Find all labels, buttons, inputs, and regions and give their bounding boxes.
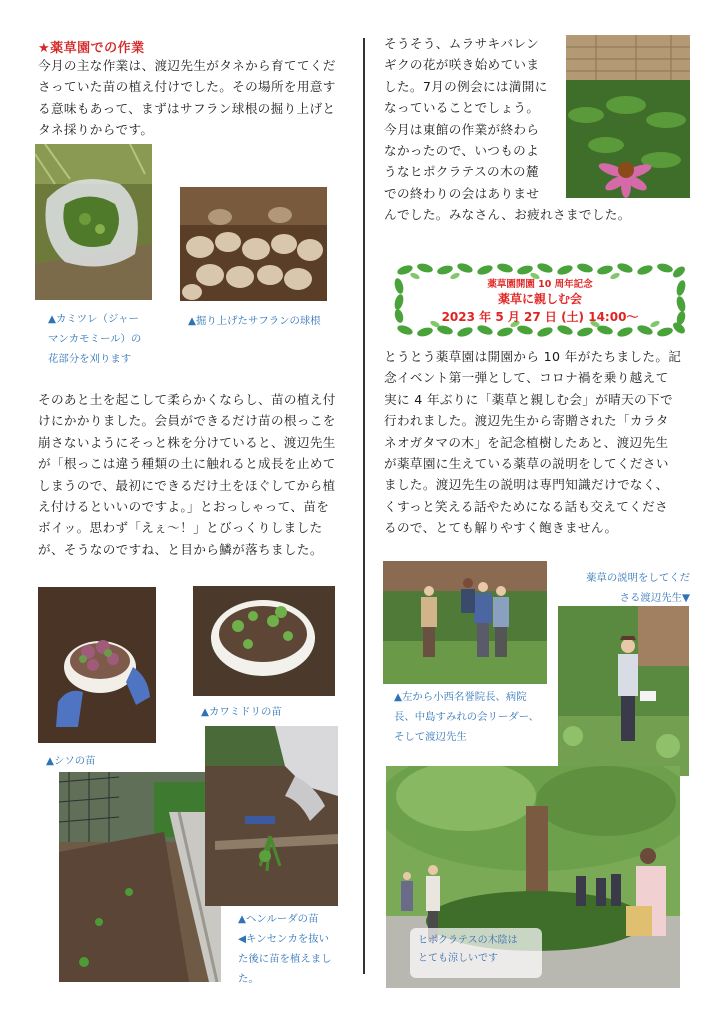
text-line: 今月の主な作業は、渡辺先生がタネから育ててくだ [38,58,336,73]
text-line: さっていた苗の植え付けでした。その場所を用意す [38,79,336,95]
caption-line: ▲カミツレ（ジャー [48,313,139,325]
banner-date: 2023 年 5 月 27 日 (土) 14:00〜 [441,310,639,324]
caption-line: さる渡辺先生▼ [619,592,690,604]
chamomile-photo [35,144,152,300]
text-line: 崩さないようにそっと株を分けていると、渡辺先生 [38,434,336,450]
kawamidori-caption: ▲カワミドリの苗 [201,706,282,718]
explanation-caption [566,568,690,608]
text-line: 今月は東館の作業が終わら [384,121,540,137]
text-line: 行われました。渡辺先生から寄贈された「カラタ [384,413,669,429]
kawamidori-seedlings-photo [193,586,335,696]
tree-caption [410,928,542,978]
text-line: タネ採りからです。 [38,122,154,138]
caption-line: ▲ヘンルーダの苗 [238,913,319,925]
text-line: しまうので、最初にできるだけ土をほぐしてから植 [38,477,336,493]
saffron-caption: ▲掘り上げたサフランの球根 [188,315,321,327]
text-line: る意味もあって、まずはサフラン球根の掘り上げと [38,100,336,116]
attendees-photo [383,561,547,684]
event-paragraph [384,346,692,539]
caption-line: そして渡辺先生 [394,731,467,743]
caption-line: マンカモミール）の [48,333,142,345]
caption-line: ▲左から小西名誉院長、病院 [394,691,527,703]
banner-title: 薬草に親しむ会 [497,292,582,306]
intro-paragraph [38,55,356,141]
caption-line: ヒポクラテスの木陰は [418,935,518,946]
text-line: 念イベント第一弾として、コロナ禍を乗り越えて [384,370,669,386]
caption-line: 花部分を刈ります [48,353,132,365]
planting-paragraph [38,389,356,560]
text-line: 実に 4 年ぶりに「薬草と親しむ会」が晴天の下で [384,391,673,407]
text-line: での終わりの会はありませ [384,185,540,201]
echinacea-photo [566,35,690,198]
text-line: した。7月の例会には満開に [384,78,548,94]
banner-subtitle: 薬草園開園 10 周年記念 [487,279,593,290]
text-line: が薬草園に生えている薬草の説明をしてください [384,456,669,472]
caption-line: た。 [238,973,259,985]
caption-line: 長、中島すみれの会リーダー、 [394,711,540,723]
text-line: くすっと笑える話やためになる話も交えてくださ [384,498,669,514]
section-heading: ★薬草園での作業 [38,41,145,56]
attendees-caption [394,687,559,747]
saffron-bulbs-photo [180,187,327,301]
shiso-caption: ▲シソの苗 [46,755,96,767]
text-line: んでした。みなさん、お疲れさまでした。 [384,207,631,223]
explaining-photo [558,606,689,776]
caption-line: た後に苗を植えまし [238,953,332,965]
text-line: え付けるといいのですよ。」とおっしゃって、苗を [38,499,330,515]
text-line: ました。渡辺先生の説明は専門知識だけでなく、 [384,477,669,493]
caption-line: ◀キンセンカを抜い [238,933,330,945]
anniversary-banner [393,262,687,338]
column-divider [363,38,365,974]
text-line: ギクの花が咲き始めていま [384,57,540,73]
text-line: が、そうなのですね、と目から鱗が落ちました。 [38,541,323,557]
text-line: ボイッ。思わず「えぇ〜！」とびっくりしました [38,520,323,536]
shiso-seedlings-photo [38,587,156,743]
caption-line: とても涼しいです [418,953,498,964]
rue-caption [238,909,343,989]
text-line: なっていることでしょう。 [384,100,540,116]
text-line: ネオガタマの木」を記念植樹したあと、渡辺先生 [384,434,669,450]
text-line: が「根っこは違う種類の土に触れると成長を止めて [38,456,336,472]
text-line: なかったので、いつものよ [384,143,540,159]
caption-line: 薬草の説明をしてくだ [586,572,690,584]
text-line: そうそう、ムラサキバレン [384,36,540,51]
text-line: うなヒポクラテスの木の麓 [384,164,539,180]
rue-planting-photo [205,726,338,906]
text-line: けにかかりました。会員ができるだけ苗の根っこを [38,413,336,429]
chamomile-caption [48,309,158,369]
text-line: とうとう薬草園は開園から 10 年がたちました。記 [384,349,682,364]
text-line: そのあと土を起こして柔らかくならし、苗の植え付 [38,392,336,407]
garden-bed-photo [59,772,221,982]
text-line: るので、とても解りやすく飽きません。 [384,520,618,536]
